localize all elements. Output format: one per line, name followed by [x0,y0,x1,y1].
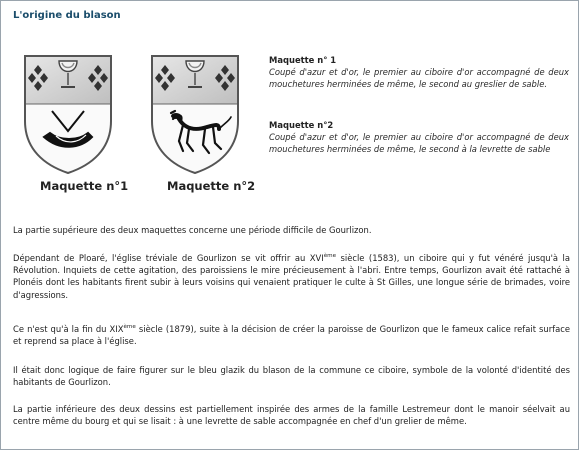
paragraph-5: La partie inférieure des deux dessins est partiellement inspirée des armes de la famille Lestremeur dont le manoir séelvait au centre même du bourg et qui se lisait : à une levrette de sable accompagnée en chef d'un grelier de même. [13,404,570,427]
maquette-1-description [269,54,569,90]
paragraph-3: Ce n'est qu'à la fin du XIXème siècle (1879), suite à la décision de créer la paroisse de Gourlizon que le fameux calice refait surface et reprend sa place à l'église. [13,324,570,347]
paragraph-2: Dépendant de Ploaré, l'église tréviale de Gourlizon se vit offrir au XVIème siècle (1583), un ciboire qui y fut vénéré jusqu'à la Révolution. Inquiets de cette agitation, des paroissiens le mire précieusement à l'abri. Entre temps, Gourlizon avait été rattaché à Plonéis dont les habitants firent subir à leurs voisins qui venaient pratiquer le culte à St Gilles, une longue série de brimades, voire d'agressions. [13,253,570,300]
maquette-2-description [269,119,569,155]
paragraph-4: Il était donc logique de faire figurer sur le bleu glazik du blason de la commune ce ciboire, symbole de la volonté d'identité des habitants de Gourlizon. [13,365,570,388]
shield-caption-2: Maquette n°2 [167,179,256,193]
maquette-1-text: Coupé d'azur et d'or, le premier au ciboire d'or accompagné de deux mouchetures herminées de même, le second au greslier de sable. [269,67,569,89]
shield-caption-1: Maquette n°1 [40,179,129,193]
shield-maquette-2 [149,53,241,175]
maquette-1-title: Maquette n° 1 [269,55,337,65]
paragraph-1: La partie supérieure des deux maquettes concerne une période difficile de Gourlizon. [13,225,372,235]
maquette-2-title: Maquette n°2 [269,120,334,130]
maquette-2-text: Coupé d'azur et d'or, le premier au ciboire d'or accompagné de deux mouchetures herminées de même, le second à la levrette de sable [269,132,569,154]
section-heading: L'origine du blason [13,10,121,21]
shield-maquette-1 [22,53,114,175]
